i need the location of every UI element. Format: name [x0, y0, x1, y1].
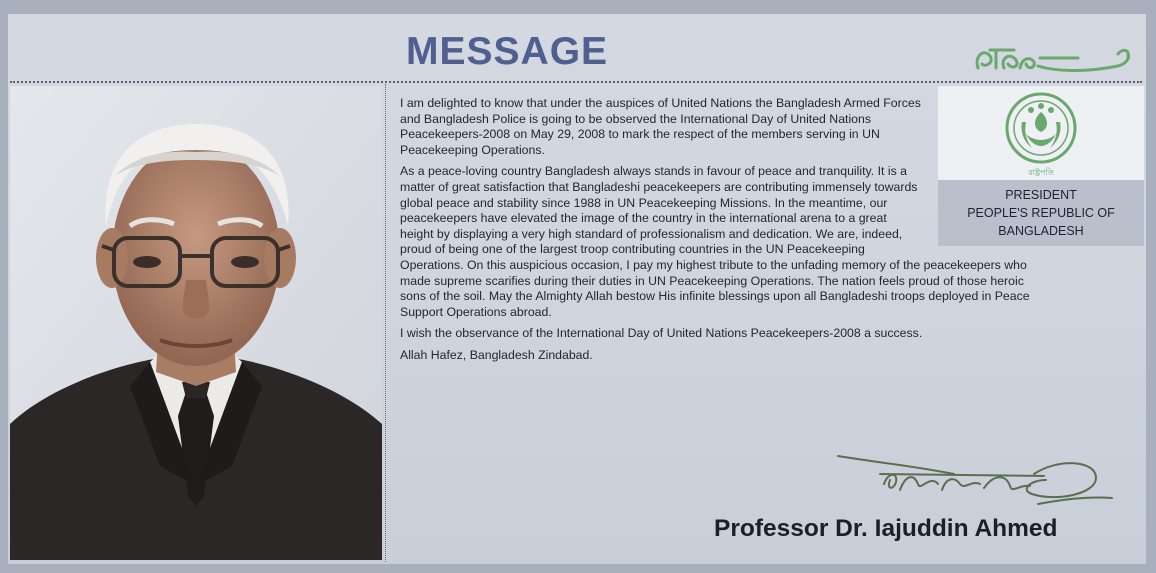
page-title: MESSAGE — [406, 30, 609, 73]
calligraphy-icon — [968, 28, 1138, 80]
designation-line-2: PEOPLE'S REPUBLIC OF — [967, 206, 1115, 220]
designation-line-3: BANGLADESH — [998, 224, 1084, 238]
dotted-divider — [10, 81, 1142, 83]
float-spacer — [922, 96, 1050, 246]
portrait-photo — [10, 86, 382, 560]
column-divider — [385, 84, 386, 562]
designation-line-1: PRESIDENT — [1005, 188, 1077, 202]
message-paragraph-3: I wish the observance of the International Day of United Nations Peacekeepers-2008 a success. — [400, 326, 923, 341]
message-body — [400, 96, 1050, 370]
signatory-name: Professor Dr. Iajuddin Ahmed — [714, 515, 1058, 542]
emblem-caption: রাষ্ট্রপতি — [1028, 168, 1054, 177]
handwritten-signature-icon — [834, 444, 1124, 514]
message-paragraph-1: I am delighted to know that under the auspices of United Nations the Bangladesh Armed Forces and Bangladesh Police is going to be observed the International Day of United Nations Peacekeepers-2008 on May 29, 2008 to mark the respect of the members serving in UN Peacekeeping Operations. — [400, 96, 921, 157]
message-page — [8, 14, 1146, 564]
message-paragraph-4: Allah Hafez, Bangladesh Zindabad. — [400, 347, 593, 362]
message-paragraph-2: As a peace-loving country Bangladesh always stands in favour of peace and tranquility. It is a matter of great satisfaction that Bangladeshi peacekeepers are contributing immensely towards global peace and stability since 1988 in UN Peacekeeping Missions. In the meantime, our peacekeepers have elevated the image of the country in the international arena to a great height by displaying a very high standard of professionalism and dedication. We are, indeed, proud of being one of the largest troop contributing countries in the UN Peacekeeping Operations. On this auspicious occasion, I pay my highest tribute to the unfading memory of the peacekeepers who made supreme scarifies during their duties in UN Peacekeeping Operations. The nation feels proud of those heroic sons of the soil. May the Almighty Allah bestow His infinite blessings upon all Bangladeshi troops deployed in Peace Support Operations abroad. — [400, 164, 1030, 319]
